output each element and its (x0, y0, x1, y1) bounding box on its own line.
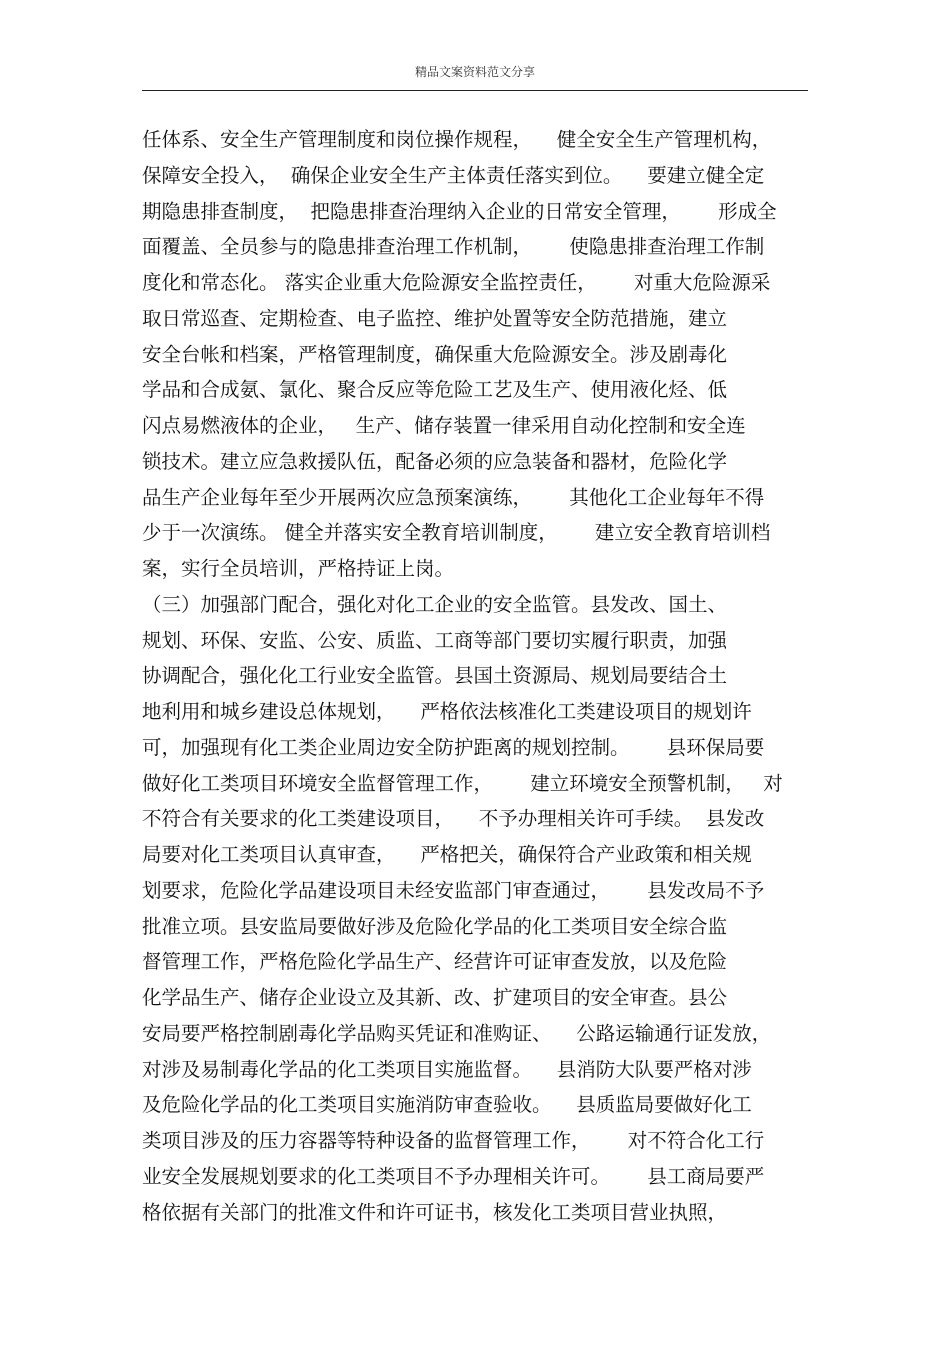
text-line: 地利用和城乡建设总体规划， 严格依法核准化工类建设项目的规划许 (142, 700, 752, 723)
text-line: 少于一次演练。 健全并落实安全教育培训制度， 建立安全教育培训档 (142, 521, 771, 545)
text-line: 批准立项。县安监局要做好涉及危险化学品的化工类项目安全综合监 (142, 914, 728, 938)
header-divider (142, 90, 808, 91)
text-line: 格依据有关部门的批准文件和许可证书，核发化工类项目营业执照， (142, 1200, 728, 1224)
text-line: 不符合有关要求的化工类建设项目， 不予办理相关许可手续。 县发改 (142, 807, 765, 831)
text-line: 做好化工类项目环境安全监督管理工作， 建立环境安全预警机制， 对 (142, 771, 783, 795)
text-line: 面覆盖、全员参与的隐患排查治理工作机制， 使隐患排查治理工作制 (142, 235, 765, 259)
text-line: 取日常巡查、定期检查、电子监控、维护处置等安全防范措施，建立 (142, 306, 728, 330)
text-line: 协调配合，强化化工行业安全监管。县国土资源局、规划局要结合土 (142, 664, 728, 688)
body-text (142, 122, 822, 1230)
text-line: 划要求，危险化学品建设项目未经安监部门审查通过， 县发改局不予 (142, 878, 765, 902)
text-line: 案，实行全员培训，严格持证上岗。 (142, 557, 455, 580)
text-line: 及危险化学品的化工类项目实施消防审查验收。 县质监局要做好化工 (142, 1093, 752, 1117)
text-line: 业安全发展规划要求的化工类项目不予办理相关许可。 县工商局要严 (142, 1164, 765, 1188)
text-line: 可，加强现有化工类企业周边安全防护距离的规划控制。 县环保局要 (142, 735, 765, 759)
text-line: 对涉及易制毒化学品的化工类项目实施监督。 县消防大队要严格对涉 (142, 1057, 752, 1081)
text-line: 学品和合成氨、氯化、聚合反应等危险工艺及生产、使用液化烃、低 (142, 378, 728, 402)
text-line: 类项目涉及的压力容器等特种设备的监督管理工作， 对不符合化工行 (142, 1129, 765, 1152)
text-line: 锁技术。建立应急救援队伍，配备必须的应急装备和器材，危险化学 (142, 449, 728, 473)
text-line: 度化和常态化。 落实企业重大危险源安全监控责任， 对重大危险源采 (142, 271, 771, 294)
text-line: 安局要严格控制剧毒化学品购买凭证和准购证、 公路运输通行证发放， (142, 1021, 772, 1045)
text-line: （三）加强部门配合，强化对化工企业的安全监管。县发改、国土、 (142, 592, 728, 616)
text-line: 保障安全投入， 确保企业安全生产主体责任落实到位。 要建立健全定 (142, 163, 765, 187)
text-line: 期隐患排查制度， 把隐患排查治理纳入企业的日常安全管理， 形成全 (142, 199, 777, 223)
text-line: 化学品生产、储存企业设立及其新、改、扩建项目的安全审查。县公 (142, 986, 728, 1009)
text-line: 规划、环保、安监、公安、质监、工商等部门要切实履行职责，加强 (142, 628, 728, 652)
text-line: 局要对化工类项目认真审查， 严格把关，确保符合产业政策和相关规 (142, 843, 752, 866)
page-header-title: 精品文案资料范文分享 (414, 65, 535, 79)
text-line: 任体系、安全生产管理制度和岗位操作规程， 健全安全生产管理机构， (142, 128, 772, 151)
text-line: 闪点易燃液体的企业， 生产、储存装置一律采用自动化控制和安全连 (142, 414, 746, 437)
text-line: 督管理工作，严格危险化学品生产、经营许可证审查发放，以及危险 (142, 950, 728, 974)
text-line: 安全台帐和档案，严格管理制度，确保重大危险源安全。涉及剧毒化 (142, 342, 728, 366)
text-line: 品生产企业每年至少开展两次应急预案演练， 其他化工企业每年不得 (142, 485, 765, 509)
